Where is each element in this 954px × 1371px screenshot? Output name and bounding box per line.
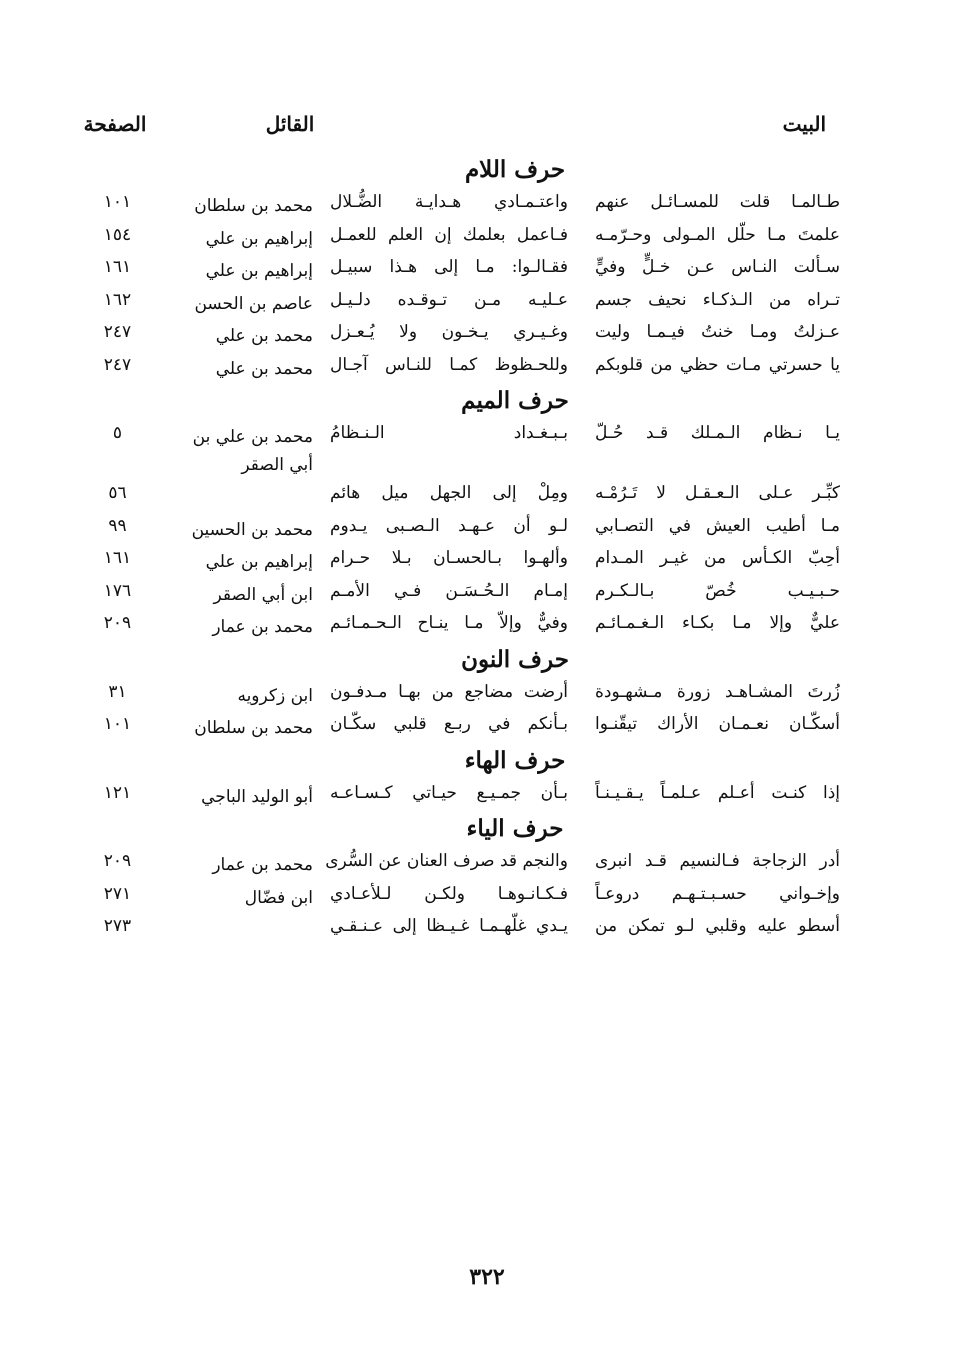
page-ref: ٢٤٧: [103, 354, 132, 375]
page-ref: ١٠١: [103, 192, 132, 212]
second-hemistich: يـدي غلّهـمـا غـيـظا إلى عـنـقـي: [330, 916, 568, 936]
page-ref: ٩٩: [108, 515, 127, 536]
verse-entry: [70, 318, 840, 351]
section-title: حرف الياء: [466, 815, 564, 842]
verse-entry: [70, 419, 840, 479]
page-ref: ٢٠٩: [103, 613, 132, 633]
first-hemistich: وإخـواني حسـبـتـهـم دروعـاً: [595, 883, 840, 904]
speaker-name: محمد بن علي: [215, 326, 313, 346]
second-hemistich: فـاعمل بعلمك إن العلم للعمـل: [330, 224, 568, 245]
section-title: حرف اللام: [464, 156, 566, 183]
second-hemistich: وغـيـري يـخـون ولا يُـعـزل: [330, 322, 568, 342]
verse-index: [70, 152, 840, 945]
verse-entry: [70, 286, 840, 319]
first-hemistich: عليٌّ وإلا مـا بكـاء الـغـمـائـم: [595, 613, 840, 633]
speaker-name: ابن فضّال: [244, 887, 313, 908]
page-ref: ٥٦: [108, 483, 127, 503]
page-ref: ١٦٢: [103, 289, 132, 310]
speaker-name: محمد بن الحسين: [191, 519, 313, 540]
section-title: حرف النون: [461, 645, 569, 673]
page-ref: ٣١: [108, 681, 127, 702]
first-hemistich: أحِبّ الكـأس من غيـر المـدام: [595, 548, 840, 568]
second-hemistich: ومِلْ إلى الجهل ميل هائم: [330, 483, 568, 503]
verse-entry: [70, 880, 840, 913]
page-ref: ١٢١: [103, 782, 132, 803]
verse-entry: [70, 188, 840, 221]
page-ref: ٢٧٣: [103, 916, 132, 936]
page-ref: ٢٤٧: [103, 322, 132, 342]
verse-entry: [70, 609, 840, 642]
verse-entry: [70, 847, 840, 880]
verse-entry: [70, 912, 840, 945]
speaker-name: محمد بن علي بن أبي الصقر: [192, 427, 313, 475]
speaker-name: إبراهيم بن علي: [205, 552, 313, 572]
first-hemistich: يا حسرتي مـات حظي من قلوبكم: [595, 354, 840, 375]
first-hemistich: تـراه من الـذكـاء نحيف جسم: [595, 289, 840, 310]
column-header-page: الصفحة: [83, 112, 147, 136]
second-hemistich: بـبـغـداد الـنـظامُ: [330, 423, 568, 443]
first-hemistich: أسكّـان نعـمـان الأراك تيقّنـوا: [595, 714, 840, 734]
speaker-name: إبراهيم بن علي: [205, 261, 313, 281]
verse-entry: [70, 577, 840, 610]
speaker-name: محمد بن علي: [215, 358, 313, 379]
verse-entry: [70, 479, 840, 512]
page-ref: ٢٠٩: [103, 851, 132, 871]
second-hemistich: لـو أن عـهـد الـصـبى يـدوم: [330, 515, 568, 536]
first-hemistich: سـألت النـاس عـن خـلٍّ وفيٍّ: [595, 257, 840, 277]
second-hemistich: أرضت مضاجع من بهـا مـدفـون: [330, 681, 568, 702]
second-hemistich: وفيٌّ وإلاّ مـا ينـاح الـحـمـائـم: [330, 613, 568, 633]
column-header-verse: البيت: [782, 112, 826, 136]
second-hemistich: وألهـوا بـالحسـان بـلا حـرام: [330, 548, 568, 568]
page-ref: ١٥٤: [103, 224, 132, 245]
first-hemistich: حـبـيـب خُصّ بـالـكـرم: [595, 580, 840, 601]
first-hemistich: أدر الزجاجة فـالنسيم قـد انبرى: [595, 851, 840, 871]
second-hemistich: وللحـظوظ كمـا للنـاس آجـال: [330, 354, 568, 375]
speaker-name: محمد بن عمار: [212, 855, 313, 875]
verse-entry: [70, 512, 840, 545]
first-hemistich: طـالمـا قلت للمسـائـل عنهم: [595, 192, 840, 212]
second-hemistich: واعتـمـادي هـدايـة الضُّـلال: [330, 192, 568, 212]
first-hemistich: زُرتَ المشـاهـد زورة مـشهـودة: [595, 681, 840, 702]
first-hemistich: يـا نـظام الـمـلك قـد حُـلّ: [595, 423, 840, 443]
speaker-name: ابن أبي الصقر: [213, 584, 313, 605]
first-hemistich: عـزلتُ ومـا خنتُ فيـمـا وليت: [595, 322, 840, 342]
first-hemistich: علمتَ مـا حلّل المـولى وحـرّمـه: [595, 224, 840, 245]
speaker-name: إبراهيم بن علي: [205, 228, 313, 249]
column-header-speaker: القائل: [265, 112, 315, 136]
speaker-name: محمد بن سلطان: [194, 196, 313, 216]
speaker-name: عاصم بن الحسن: [194, 293, 313, 314]
page-ref: ٥: [112, 423, 123, 443]
second-hemistich: بـأنكم في ربـع قلبي سكّـان: [330, 714, 568, 734]
page-ref: ١٠١: [103, 714, 132, 734]
verse-entry: [70, 221, 840, 254]
verse-entry: [70, 253, 840, 286]
speaker-name: محمد بن عمار: [212, 617, 313, 637]
second-hemistich: فقـالـوا: مـا إلى هـذا سبيـل: [330, 257, 568, 277]
second-hemistich: إمـام الـحُـسَـن فـي الأمـم: [330, 580, 568, 601]
second-hemistich: والنجم قد صرف العنان عن السُّرى: [325, 851, 568, 871]
verse-entry: [70, 710, 840, 743]
first-hemistich: إذا كنـت أعـلم عـلمـاً يـقـيـنـاً: [595, 782, 840, 803]
verse-entry: [70, 351, 840, 384]
speaker-name: ابن زكرويه: [237, 685, 313, 706]
second-hemistich: عـليـه مـن تـوقـده دلـيـل: [330, 289, 568, 310]
verse-entry: [70, 779, 840, 812]
page-ref: ٢٧١: [103, 883, 132, 904]
section-title: حرف الهاء: [464, 746, 566, 774]
page-ref: ١٦١: [103, 257, 132, 277]
speaker-name: محمد بن سلطان: [194, 718, 313, 738]
verse-entry: [70, 678, 840, 711]
section-title: حرف الميم: [461, 387, 569, 414]
first-hemistich: مـا أطيب العيش في التصـابي: [595, 515, 840, 536]
second-hemistich: بـأن جمـيـع حيـاتي كـسـاعـه: [330, 782, 568, 803]
page-number: ٣٢٢: [469, 1264, 505, 1290]
first-hemistich: أسطو عليه وقلبي لـو تمكن من: [595, 916, 840, 936]
first-hemistich: كبِّـر عـلى الـعـقـل لا تَـرُمْـه: [595, 483, 840, 503]
page-ref: ١٦١: [103, 548, 132, 568]
page-ref: ١٧٦: [103, 580, 132, 601]
second-hemistich: فـكـانـوهـا ولكـن لـلأعـادي: [330, 883, 568, 904]
verse-entry: [70, 544, 840, 577]
speaker-name: أبو الوليد الباجي: [201, 786, 313, 807]
